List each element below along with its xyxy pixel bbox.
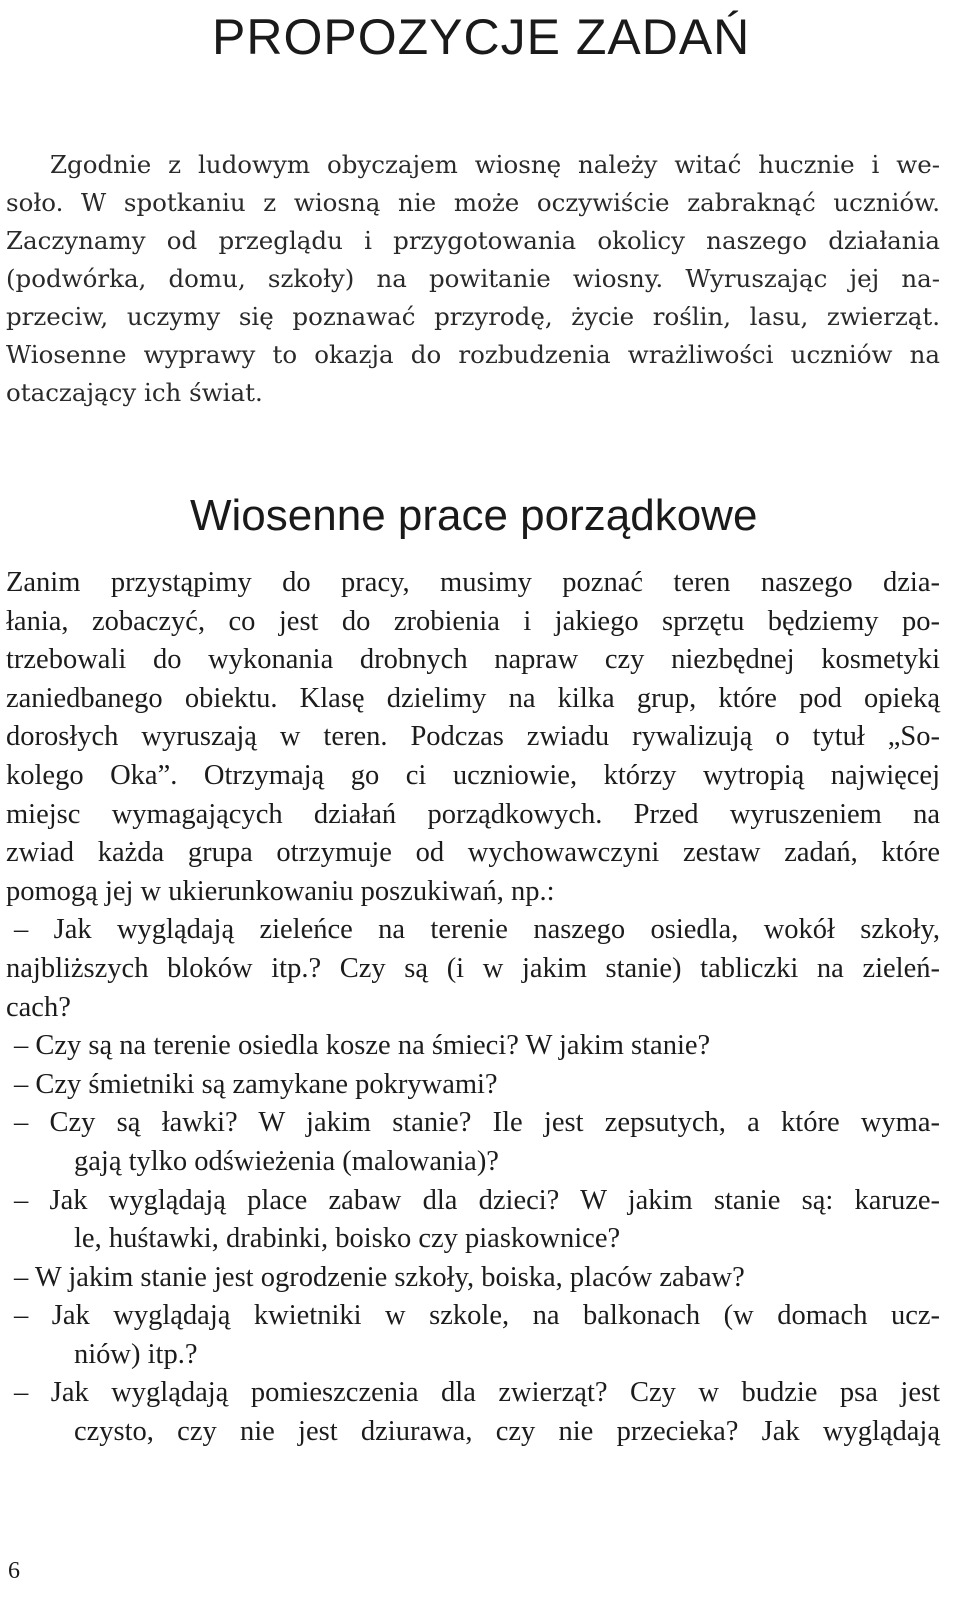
section-heading: Wiosenne prace porządkowe <box>190 491 758 540</box>
intro-paragraph <box>6 146 940 412</box>
list-item-continuation: le, huśtawki, drabinki, boisko czy piaskownice? <box>74 1223 621 1255</box>
list-item-continuation: czysto, czy nie jest dziurawa, czy nie przecieka? Jak wyglądają <box>74 1416 940 1448</box>
list-item: – Jak wyglądają place zabaw dla dzieci? W jakim stanie są: karuze- <box>14 1184 940 1216</box>
body-line: kolego Oka”. Otrzymają go ci uczniowie, którzy wytropią najwięcej <box>6 759 940 791</box>
body-line: zwiad każda grupa otrzymuje od wychowawczyni zestaw zadań, które <box>6 837 940 869</box>
list-item: – W jakim stanie jest ogrodzenie szkoły, boiska, placów zabaw? <box>14 1261 745 1293</box>
body-line: Zanim przystąpimy do pracy, musimy poznać teren naszego dzia- <box>6 567 940 598</box>
list-item-continuation: gają tylko odświeżenia (malowania)? <box>74 1145 499 1177</box>
intro-line: otaczający ich świat. <box>6 378 263 407</box>
list-item: – Czy są ławki? W jakim stanie? Ile jest zepsutych, a które wyma- <box>14 1107 940 1139</box>
list-item: – Jak wyglądają zieleńce na terenie naszego osiedla, wokół szkoły, <box>14 914 940 946</box>
page-number: 6 <box>8 1558 20 1584</box>
list-item: – Czy śmietniki są zamykane pokrywami? <box>14 1068 498 1100</box>
intro-line: Wiosenne wyprawy to okazja do rozbudzenia wrażliwości uczniów na <box>6 340 940 369</box>
list-item: – Jak wyglądają pomieszczenia dla zwierząt? Czy w budzie psa jest <box>14 1377 940 1409</box>
body-line: zaniedbanego obiektu. Klasę dzielimy na kilka grup, które pod opieką <box>6 682 940 714</box>
list-item: – Jak wyglądają kwietniki w szkole, na balkonach (w domach ucz- <box>14 1300 940 1332</box>
list-item-continuation: niów) itp.? <box>74 1338 198 1370</box>
body-line: pomogą jej w ukierunkowaniu poszukiwań, np.: <box>6 875 555 907</box>
intro-line: Zaczynamy od przeglądu i przygotowania okolicy naszego działania <box>6 226 940 255</box>
section-body <box>6 564 940 1452</box>
body-line: miejsc wymagających działań porządkowych. Przed wyruszeniem na <box>6 798 940 830</box>
intro-line: soło. W spotkaniu z wiosną nie może oczywiście zabraknąć uczniów. <box>6 188 940 217</box>
body-line: łania, zobaczyć, co jest do zrobienia i jakiego sprzętu będziemy po- <box>6 605 940 637</box>
body-line: dorosłych wyruszają w teren. Podczas zwiadu rywalizują o tytuł „So- <box>6 721 940 753</box>
list-item-continuation: cach? <box>6 991 71 1023</box>
intro-line: Zgodnie z ludowym obyczajem wiosnę należy witać hucznie i we- <box>50 150 940 179</box>
list-item-continuation: najbliższych bloków itp.? Czy są (i w jakim stanie) tabliczki na zieleń- <box>6 952 940 984</box>
intro-line: przeciw, uczymy się poznawać przyrodę, życie roślin, lasu, zwierząt. <box>6 302 940 331</box>
body-line: trzebowali do wykonania drobnych napraw czy niezbędnej kosmetyki <box>6 644 940 676</box>
list-item: – Czy są na terenie osiedla kosze na śmieci? W jakim stanie? <box>14 1030 711 1062</box>
page-title: PROPOZYCJE ZADAŃ <box>212 9 751 65</box>
intro-line: (podwórka, domu, szkoły) na powitanie wiosny. Wyruszając jej na- <box>6 264 940 293</box>
